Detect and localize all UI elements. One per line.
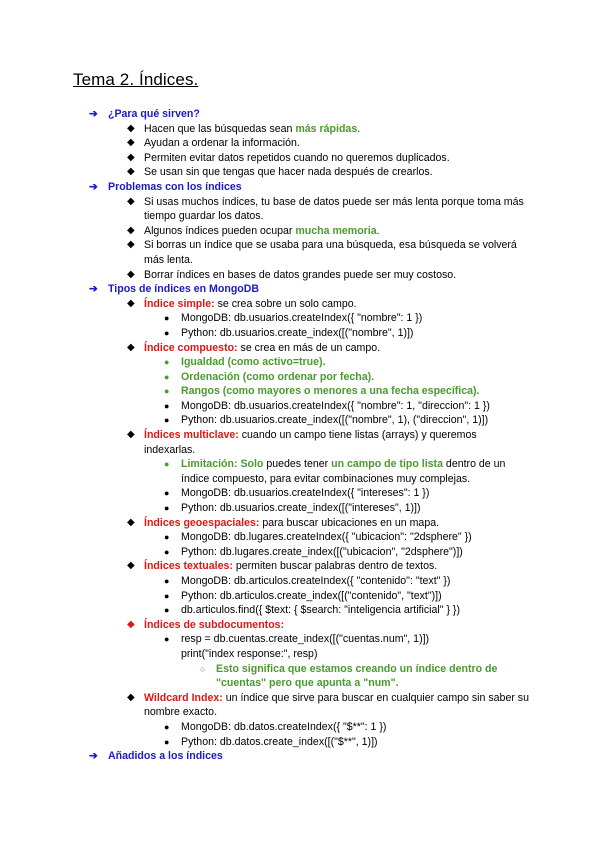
- section-heading: [0, 749, 600, 764]
- code-example: ● resp = db.cuentas.create_index([("cuentas.num", 1)]): [164, 633, 430, 646]
- section-heading: [0, 180, 600, 195]
- dot-bullet-icon: ●: [164, 386, 170, 397]
- dot-bullet-icon: ●: [164, 371, 170, 382]
- code-example: ● MongoDB: db.usuarios.createIndex({ "intereses": 1 }): [164, 487, 430, 500]
- diamond-bullet-icon: ◆: [127, 166, 135, 178]
- dot-bullet-icon: ●: [164, 503, 170, 514]
- index-type-subdocumento: ◆ Índices de subdocumentos:: [127, 618, 285, 631]
- section-title: Añadidos a los índices: [108, 750, 223, 763]
- code-example: ● Python: db.lugares.create_index([("ubicacion", "2dsphere")]): [164, 545, 463, 558]
- code-example: ● MongoDB: db.usuarios.createIndex({ "nombre": 1, "direccion": 1 }): [164, 399, 490, 412]
- circle-bullet-icon: ○: [200, 663, 206, 674]
- diamond-bullet-icon: ◆: [127, 224, 135, 236]
- dot-bullet-icon: ●: [164, 532, 170, 543]
- page-title: Tema 2. Índices.: [73, 70, 199, 89]
- dot-bullet-icon: ●: [164, 313, 170, 324]
- code-example: ● MongoDB: db.usuarios.createIndex({ "nombre": 1 }): [164, 312, 423, 325]
- list-item: ◆ Se usan sin que tengas que hacer nada después de crearlos.: [127, 166, 433, 179]
- outline: [0, 107, 600, 764]
- code-example: ● MongoDB: db.lugares.createIndex({ "ubicacion": "2dsphere" }): [164, 531, 472, 544]
- code-example: ● MongoDB: db.articulos.createIndex({ "contenido": "text" }): [164, 575, 451, 587]
- index-type-simple: ◆ Índice simple: se crea sobre un solo campo.: [127, 297, 357, 310]
- dot-bullet-icon: ●: [164, 488, 170, 499]
- dot-bullet-icon: ●: [164, 634, 170, 645]
- explanation-note: ○ Esto significa que estamos creando un índice dentro de "cuentas" pero que apunta a "num".: [200, 662, 498, 690]
- code-example: ● Python: db.usuarios.create_index([("nombre", 1), ("direccion", 1)]): [164, 414, 489, 427]
- code-example: ● db.articulos.find({ $text: { $search: "inteligencia artificial" } }): [164, 604, 460, 617]
- arrow-icon: ➔: [89, 108, 98, 120]
- code-example: ● MongoDB: db.datos.createIndex({ "$**": 1 }): [164, 720, 387, 733]
- limitation-note: ● Limitación: Solo puedes tener un campo de tipo lista dentro de un índice compuesto, para evitar combinaciones muy complejas.: [164, 458, 506, 485]
- dot-bullet-icon: ●: [164, 400, 170, 411]
- list-item: ● Rangos (como mayores o menores a una fecha específica).: [164, 385, 480, 398]
- section-heading: [0, 107, 600, 122]
- diamond-bullet-icon: ◆: [127, 429, 135, 441]
- dot-bullet-icon: ●: [164, 415, 170, 426]
- code-example: ● Python: db.usuarios.create_index([("intereses", 1)]): [164, 502, 421, 515]
- diamond-bullet-icon: ◆: [127, 239, 135, 251]
- list-item: ◆ Si usas muchos índices, tu base de datos puede ser más lenta porque toma más tiempo guardar los datos.: [127, 195, 524, 223]
- list-item: ◆ Borrar índices en bases de datos grandes puede ser muy costoso.: [127, 268, 457, 281]
- diamond-bullet-icon: ◆: [127, 691, 135, 703]
- diamond-bullet-icon: ◆: [127, 618, 135, 630]
- dot-bullet-icon: ●: [164, 590, 170, 601]
- diamond-bullet-icon: ◆: [127, 122, 135, 134]
- list-item: ◆ Permiten evitar datos repetidos cuando no queremos duplicados.: [127, 151, 450, 164]
- list-item: ◆ Hacen que las búsquedas sean más rápidas.: [127, 122, 361, 135]
- diamond-bullet-icon: ◆: [127, 341, 135, 353]
- diamond-bullet-icon: ◆: [127, 195, 135, 207]
- list-item: ● Ordenación (como ordenar por fecha).: [164, 370, 375, 383]
- diamond-bullet-icon: ◆: [127, 268, 135, 280]
- section-title: ¿Para qué sirven?: [108, 108, 200, 120]
- dot-bullet-icon: ●: [164, 459, 170, 470]
- diamond-bullet-icon: ◆: [127, 151, 135, 163]
- arrow-icon: ➔: [89, 180, 98, 193]
- section-heading: [0, 282, 600, 297]
- arrow-icon: ➔: [89, 750, 98, 763]
- index-type-textual: ◆ Índices textuales: permiten buscar palabras dentro de textos.: [127, 560, 438, 573]
- diamond-bullet-icon: ◆: [127, 560, 135, 572]
- index-type-compuesto: ◆ Índice compuesto: se crea en más de un campo.: [127, 341, 381, 354]
- code-example: ● Python: db.articulos.create_index([("contenido", "text")]): [164, 589, 442, 602]
- code-example: ● Python: db.usuarios.create_index([("nombre", 1)]): [164, 326, 414, 339]
- dot-bullet-icon: ●: [164, 576, 170, 586]
- dot-bullet-icon: ●: [164, 736, 170, 747]
- list-item: ◆ Algunos índices pueden ocupar mucha memoria.: [127, 224, 380, 237]
- diamond-bullet-icon: ◆: [127, 297, 135, 309]
- dot-bullet-icon: ●: [164, 721, 170, 732]
- dot-bullet-icon: ●: [164, 546, 170, 557]
- list-item: ● Igualdad (como activo=true).: [164, 356, 326, 369]
- index-type-multiclave: ◆ Índices multiclave: cuando un campo tiene listas (arrays) y queremos indexarlas.: [127, 429, 477, 456]
- dot-bullet-icon: ●: [164, 605, 170, 616]
- index-type-wildcard: ◆ Wildcard Index: un índice que sirve para buscar en cualquier campo sin saber su nombre exacto.: [127, 691, 529, 719]
- section-title: Tipos de índices en MongoDB: [108, 283, 260, 296]
- dot-bullet-icon: ●: [164, 327, 170, 338]
- list-item: ◆ Si borras un índice que se usaba para una búsqueda, esa búsqueda se volverá más lenta.: [127, 239, 517, 266]
- dot-bullet-icon: ●: [164, 357, 170, 368]
- arrow-icon: ➔: [89, 283, 98, 296]
- section-title: Problemas con los índices: [108, 180, 242, 193]
- list-item: ◆ Ayudan a ordenar la información.: [127, 137, 300, 150]
- code-continuation: print("index response:", resp): [181, 647, 318, 660]
- index-type-geoespacial: ◆ Índices geoespaciales: para buscar ubicaciones en un mapa.: [127, 516, 440, 529]
- code-example: ● Python: db.datos.create_index([("$**", 1)]): [164, 735, 378, 748]
- diamond-bullet-icon: ◆: [127, 137, 135, 149]
- diamond-bullet-icon: ◆: [127, 516, 135, 528]
